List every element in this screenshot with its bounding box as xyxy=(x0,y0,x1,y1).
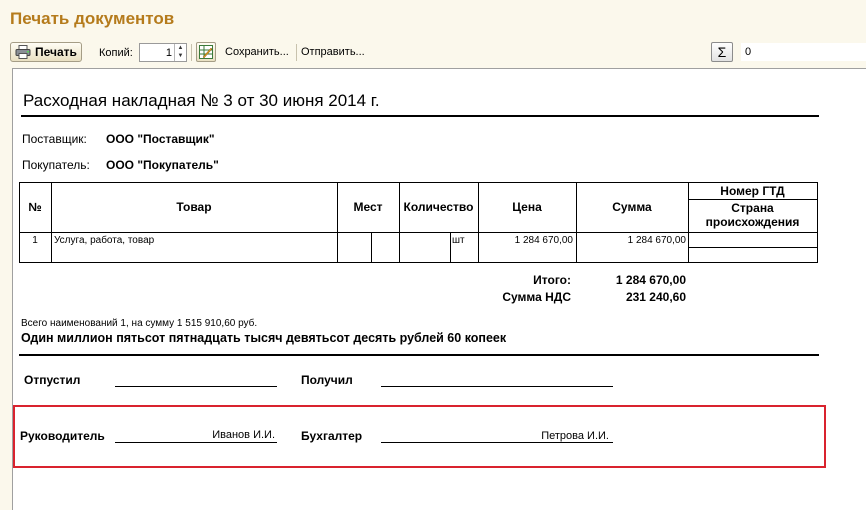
row-price: 1 284 670,00 xyxy=(514,235,573,246)
save-button[interactable]: Сохранить... xyxy=(225,46,289,58)
table-col-line xyxy=(478,182,479,263)
summary-small: Всего наименований 1, на сумму 1 515 910,60 руб. xyxy=(21,318,258,329)
table-header-split xyxy=(688,199,818,200)
window-title: Печать документов xyxy=(10,9,175,28)
header-places: Мест xyxy=(353,200,383,214)
copies-label: Копий: xyxy=(99,47,133,59)
table-col-line xyxy=(337,182,338,263)
header-gtd: Номер ГТД xyxy=(720,184,785,198)
send-button[interactable]: Отправить... xyxy=(301,46,365,58)
table-col-line xyxy=(19,182,20,263)
director-label: Руководитель xyxy=(20,429,105,443)
director-sign-line xyxy=(115,442,277,443)
header-sum: Сумма xyxy=(612,200,652,214)
accountant-label: Бухгалтер xyxy=(301,429,363,443)
supplier-label: Поставщик: xyxy=(22,132,87,146)
edit-table-icon xyxy=(199,45,213,59)
toolbar-separator xyxy=(191,44,192,61)
released-label: Отпустил xyxy=(24,373,81,387)
edit-mode-button[interactable] xyxy=(196,42,216,62)
sum-value: 0 xyxy=(741,43,866,61)
document-preview[interactable] xyxy=(12,68,866,510)
header-country: Страна происхождения xyxy=(705,201,800,229)
summary-rule xyxy=(19,354,819,356)
row-sum: 1 284 670,00 xyxy=(627,235,686,246)
printer-icon xyxy=(15,45,31,59)
supplier-value: ООО "Поставщик" xyxy=(106,132,215,146)
copies-input[interactable] xyxy=(140,44,174,61)
header-price: Цена xyxy=(512,200,542,214)
spin-up-icon[interactable]: ▲ xyxy=(177,45,184,51)
header-quantity: Количество xyxy=(403,200,474,214)
header-num: № xyxy=(28,200,42,214)
table-col-line xyxy=(817,182,818,263)
table-border-top xyxy=(19,182,818,183)
copies-stepper[interactable] xyxy=(139,43,187,62)
table-col-line xyxy=(51,182,52,263)
accountant-name: Петрова И.И. xyxy=(541,430,609,442)
total-label: Итого: xyxy=(533,273,571,287)
vat-label: Сумма НДС xyxy=(502,290,571,304)
toolbar-separator xyxy=(296,44,297,61)
vat-value: 231 240,60 xyxy=(625,290,686,304)
table-header-bottom xyxy=(19,232,818,233)
table-col-line xyxy=(576,182,577,263)
total-value: 1 284 670,00 xyxy=(615,273,686,287)
toolbar xyxy=(0,39,866,67)
accountant-sign-line xyxy=(381,442,613,443)
director-name: Иванов И.И. xyxy=(212,429,275,441)
received-sign-line xyxy=(381,386,613,387)
title-rule xyxy=(21,115,819,117)
copies-spin[interactable] xyxy=(174,44,186,61)
table-col-line xyxy=(450,232,451,263)
received-label: Получил xyxy=(301,373,353,387)
table-col-line xyxy=(371,232,372,263)
released-sign-line xyxy=(115,386,277,387)
buyer-value: ООО "Покупатель" xyxy=(106,158,219,172)
table-col-line xyxy=(399,182,400,263)
table-border-bottom xyxy=(19,262,818,263)
buyer-label: Покупатель: xyxy=(22,158,90,172)
spin-down-icon[interactable]: ▼ xyxy=(177,53,184,59)
row-product: Услуга, работа, товар xyxy=(54,235,155,246)
header-product: Товар xyxy=(176,200,212,214)
table-row-split xyxy=(688,247,818,248)
row-unit: шт xyxy=(452,235,465,246)
print-button[interactable] xyxy=(10,42,82,62)
row-num: 1 xyxy=(32,235,38,246)
summary-words: Один миллион пятьсот пятнадцать тысяч девятьсот десять рублей 60 копеек xyxy=(21,331,507,345)
document-title: Расходная накладная № 3 от 30 июня 2014 г. xyxy=(23,91,380,110)
sum-button[interactable]: Σ xyxy=(711,42,733,62)
print-button-label: Печать xyxy=(35,45,77,59)
